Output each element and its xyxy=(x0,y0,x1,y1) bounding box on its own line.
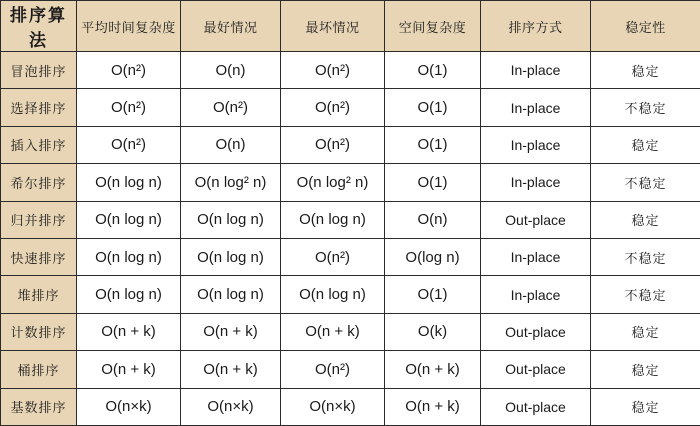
cell-stability: 不稳定 xyxy=(591,276,700,313)
cell-space: O(log n) xyxy=(385,238,481,275)
row-label: 选择排序 xyxy=(1,89,77,126)
row-label: 桶排序 xyxy=(1,351,77,388)
cell-worst-case: O(n + k) xyxy=(281,313,385,350)
cell-stability: 不稳定 xyxy=(591,89,700,126)
cell-stability: 稳定 xyxy=(591,126,700,163)
cell-method: Out-place xyxy=(481,351,591,388)
table-row xyxy=(1,201,700,238)
cell-average-time: O(n + k) xyxy=(77,313,181,350)
cell-worst-case: O(n log² n) xyxy=(281,164,385,201)
cell-stability: 稳定 xyxy=(591,313,700,350)
cell-average-time: O(n log n) xyxy=(77,276,181,313)
cell-space: O(n) xyxy=(385,201,481,238)
cell-best-case: O(n log n) xyxy=(181,201,281,238)
cell-best-case: O(n²) xyxy=(181,89,281,126)
cell-best-case: O(n) xyxy=(181,52,281,89)
table-row xyxy=(1,52,700,89)
table-row xyxy=(1,126,700,163)
cell-best-case: O(n log² n) xyxy=(181,164,281,201)
row-label: 计数排序 xyxy=(1,313,77,350)
cell-method: In-place xyxy=(481,126,591,163)
cell-space: O(n + k) xyxy=(385,351,481,388)
cell-average-time: O(n×k) xyxy=(77,388,181,425)
table-row xyxy=(1,164,700,201)
cell-space: O(1) xyxy=(385,164,481,201)
column-header-average-time: 平均时间复杂度 xyxy=(77,1,181,52)
table-row xyxy=(1,276,700,313)
cell-space: O(n + k) xyxy=(385,388,481,425)
cell-average-time: O(n²) xyxy=(77,126,181,163)
column-header-worst-case: 最坏情况 xyxy=(281,1,385,52)
cell-best-case: O(n log n) xyxy=(181,276,281,313)
cell-average-time: O(n log n) xyxy=(77,238,181,275)
cell-average-time: O(n log n) xyxy=(77,164,181,201)
cell-worst-case: O(n²) xyxy=(281,126,385,163)
row-label: 堆排序 xyxy=(1,276,77,313)
cell-method: In-place xyxy=(481,276,591,313)
cell-method: Out-place xyxy=(481,313,591,350)
cell-best-case: O(n×k) xyxy=(181,388,281,425)
cell-best-case: O(n + k) xyxy=(181,313,281,350)
cell-best-case: O(n log n) xyxy=(181,238,281,275)
cell-stability: 不稳定 xyxy=(591,238,700,275)
row-label: 插入排序 xyxy=(1,126,77,163)
cell-method: In-place xyxy=(481,164,591,201)
cell-worst-case: O(n²) xyxy=(281,89,385,126)
row-label: 归并排序 xyxy=(1,201,77,238)
cell-worst-case: O(n²) xyxy=(281,351,385,388)
cell-worst-case: O(n²) xyxy=(281,52,385,89)
cell-worst-case: O(n log n) xyxy=(281,201,385,238)
cell-method: Out-place xyxy=(481,388,591,425)
cell-worst-case: O(n²) xyxy=(281,238,385,275)
table-corner-label: 排序算法 xyxy=(1,1,77,52)
cell-average-time: O(n²) xyxy=(77,52,181,89)
cell-average-time: O(n + k) xyxy=(77,351,181,388)
table-row xyxy=(1,313,700,350)
cell-worst-case: O(n log n) xyxy=(281,276,385,313)
column-header-stability: 稳定性 xyxy=(591,1,700,52)
cell-space: O(1) xyxy=(385,126,481,163)
cell-stability: 稳定 xyxy=(591,351,700,388)
cell-stability: 稳定 xyxy=(591,201,700,238)
cell-space: O(k) xyxy=(385,313,481,350)
cell-method: In-place xyxy=(481,52,591,89)
cell-stability: 稳定 xyxy=(591,52,700,89)
cell-best-case: O(n) xyxy=(181,126,281,163)
cell-average-time: O(n²) xyxy=(77,89,181,126)
cell-stability: 不稳定 xyxy=(591,164,700,201)
row-label: 希尔排序 xyxy=(1,164,77,201)
table-header-row xyxy=(1,1,700,52)
cell-best-case: O(n + k) xyxy=(181,351,281,388)
cell-worst-case: O(n×k) xyxy=(281,388,385,425)
cell-space: O(1) xyxy=(385,52,481,89)
column-header-method: 排序方式 xyxy=(481,1,591,52)
table-row xyxy=(1,89,700,126)
table-row xyxy=(1,388,700,425)
row-label: 基数排序 xyxy=(1,388,77,425)
column-header-space: 空间复杂度 xyxy=(385,1,481,52)
cell-method: In-place xyxy=(481,238,591,275)
column-header-best-case: 最好情况 xyxy=(181,1,281,52)
cell-method: Out-place xyxy=(481,201,591,238)
row-label: 快速排序 xyxy=(1,238,77,275)
table-row xyxy=(1,351,700,388)
cell-method: In-place xyxy=(481,89,591,126)
cell-average-time: O(n log n) xyxy=(77,201,181,238)
cell-space: O(1) xyxy=(385,89,481,126)
cell-stability: 稳定 xyxy=(591,388,700,425)
row-label: 冒泡排序 xyxy=(1,52,77,89)
table-row xyxy=(1,238,700,275)
cell-space: O(1) xyxy=(385,276,481,313)
